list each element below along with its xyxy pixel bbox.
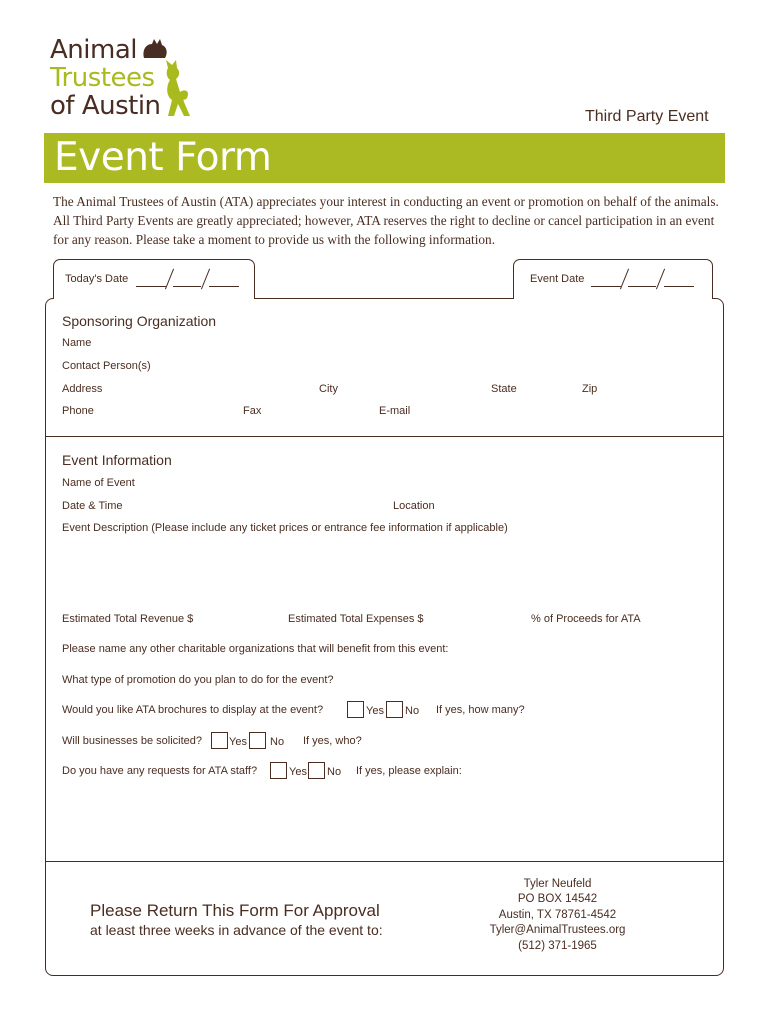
- event-name-field[interactable]: Name of Event: [62, 477, 135, 489]
- brochures-question: Would you like ATA brochures to display at the event?: [62, 704, 324, 716]
- todays-date-day-field[interactable]: [173, 286, 201, 287]
- businesses-followup-field[interactable]: If yes, who?: [303, 735, 362, 747]
- address-field[interactable]: Address: [62, 383, 103, 395]
- city-field[interactable]: City: [319, 383, 338, 395]
- sponsor-section-title: Sponsoring Organization: [62, 313, 217, 329]
- businesses-yes-label: Yes: [229, 736, 247, 748]
- return-email: Tyler@AnimalTrustees.org: [489, 924, 626, 936]
- brochures-yes-checkbox[interactable]: [347, 701, 364, 718]
- brochures-followup-field[interactable]: If yes, how many?: [436, 704, 525, 716]
- date-time-field[interactable]: Date & Time: [62, 500, 123, 512]
- todays-date-month-field[interactable]: [136, 286, 166, 287]
- event-date-year-field[interactable]: [664, 286, 694, 287]
- logo-line-animal: Animal: [50, 35, 137, 65]
- contact-person-field[interactable]: Contact Person(s): [62, 360, 151, 372]
- proceeds-percent-field[interactable]: % of Proceeds for ATA: [531, 613, 641, 625]
- title-banner: [44, 133, 725, 183]
- event-date-label: Event Date: [530, 273, 585, 285]
- todays-date-label: Today's Date: [65, 273, 129, 285]
- staff-yes-label: Yes: [289, 766, 307, 778]
- staff-followup-field[interactable]: If yes, please explain:: [356, 765, 462, 777]
- dog-icon: [160, 58, 196, 120]
- brochures-yes-label: Yes: [366, 705, 384, 717]
- event-section-title: Event Information: [62, 452, 172, 468]
- brochures-no-checkbox[interactable]: [386, 701, 403, 718]
- ata-logo: [50, 36, 200, 122]
- event-date-tab: [513, 259, 713, 299]
- event-date-day-field[interactable]: [628, 286, 656, 287]
- return-contact-name: Tyler Neufeld: [523, 878, 592, 890]
- charities-field[interactable]: Please name any other charitable organizations that will benefit from this event:: [62, 643, 449, 655]
- event-type-label: Third Party Event: [585, 108, 709, 125]
- sponsor-name-field[interactable]: Name: [62, 337, 92, 349]
- businesses-question: Will businesses be solicited?: [62, 735, 203, 747]
- staff-no-checkbox[interactable]: [308, 762, 325, 779]
- promotion-field[interactable]: What type of promotion do you plan to do for the event?: [62, 674, 334, 686]
- fax-field[interactable]: Fax: [243, 405, 262, 417]
- todays-date-year-field[interactable]: [209, 286, 239, 287]
- businesses-yes-checkbox[interactable]: [211, 732, 228, 749]
- brochures-no-label: No: [405, 705, 420, 717]
- event-description-field[interactable]: Event Description (Please include any ticket prices or entrance fee information if applicable): [62, 522, 508, 534]
- return-instructions-subtitle: at least three weeks in advance of the event to:: [90, 922, 383, 938]
- section-divider: [45, 436, 724, 437]
- businesses-no-checkbox[interactable]: [249, 732, 266, 749]
- cat-icon: [140, 36, 170, 60]
- location-field[interactable]: Location: [393, 500, 435, 512]
- email-field[interactable]: E-mail: [379, 405, 411, 417]
- staff-no-label: No: [327, 766, 342, 778]
- return-city-state: Austin, TX 78761-4542: [498, 909, 617, 921]
- intro-paragraph: The Animal Trustees of Austin (ATA) appreciates your interest in conducting an event or promotion on behalf of the animals. All Third Party Events are greatly appreciated; however, ATA reserves the right to decline or cancel participation in an event for any reason. Please take a moment to provide us with the following information.: [53, 194, 719, 247]
- form-box: [45, 298, 724, 976]
- return-po-box: PO BOX 14542: [517, 893, 598, 905]
- estimated-revenue-field[interactable]: Estimated Total Revenue $: [62, 613, 194, 625]
- businesses-no-label: No: [270, 736, 285, 748]
- event-date-month-field[interactable]: [591, 286, 621, 287]
- logo-line-of-austin: of Austin: [50, 91, 161, 121]
- return-phone: (512) 371-1965: [518, 940, 597, 952]
- staff-yes-checkbox[interactable]: [270, 762, 287, 779]
- todays-date-tab: [53, 259, 255, 299]
- page-title: Event Form: [54, 135, 272, 180]
- phone-field[interactable]: Phone: [62, 405, 94, 417]
- logo-line-trustees: Trustees: [50, 63, 155, 93]
- section-divider: [45, 861, 724, 862]
- staff-question: Do you have any requests for ATA staff?: [62, 765, 258, 777]
- zip-field[interactable]: Zip: [582, 383, 598, 395]
- state-field[interactable]: State: [491, 383, 517, 395]
- estimated-expenses-field[interactable]: Estimated Total Expenses $: [288, 613, 424, 625]
- return-instructions-title: Please Return This Form For Approval: [90, 901, 380, 920]
